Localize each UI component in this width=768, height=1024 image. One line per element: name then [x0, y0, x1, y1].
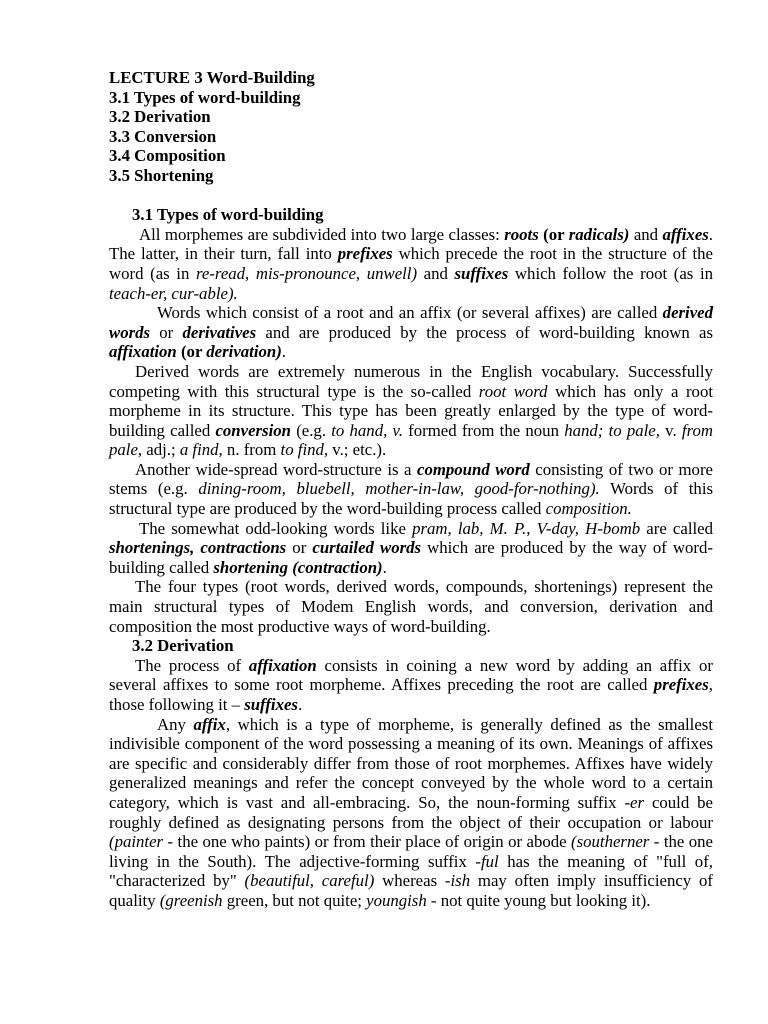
emphasis-term: pram, lab, M. P., V-day, H-bomb: [412, 518, 641, 538]
emphasis-term: from pale,: [109, 420, 713, 460]
emphasis-term: radicals): [568, 224, 630, 244]
text-run: and: [417, 263, 455, 283]
paragraph-morphemes: [109, 225, 713, 303]
paragraph-shortenings: [109, 519, 713, 578]
text-run: (e.g.: [290, 420, 332, 440]
table-of-contents: [109, 68, 713, 186]
emphasis-term: prefixes: [653, 675, 709, 695]
emphasis-term: curtailed words: [312, 538, 422, 558]
text-run: which follow the root (as in: [508, 263, 713, 283]
text-run: , those following it –: [109, 675, 713, 714]
text-run: Words which consist of a root and an affix (or several affixes) are called: [157, 303, 663, 323]
text-run: n. from: [222, 440, 281, 460]
emphasis-term: (painter: [109, 832, 164, 852]
text-run: The somewhat odd-looking words like: [139, 518, 413, 538]
section-heading-types: 3.1 Types of word-building: [132, 205, 324, 225]
text-run: Derived words are extremely numerous in the English vocabulary. Successfully competing with this structural type is the so-called: [109, 361, 713, 401]
text-run: formed from the noun: [402, 420, 565, 440]
text-run: , which is a type of morpheme, is generally defined as the smallest indivisible component of the word possessing a meaning of its own. Meanings of affixes are specific and considerably differ from those of root morphemes. Affixes have widely generalized meanings and refer the concept conveyed by the whole word to a certain category, which is vast and all-embracing. So, the noun-forming suffix: [109, 714, 713, 812]
text-run: which precede the root in the structure of the word (as in: [109, 244, 714, 283]
text-run: The process of: [135, 655, 249, 675]
paragraph-affix-definition: [109, 715, 713, 911]
emphasis-term: (or: [176, 342, 207, 362]
emphasis-term: root word: [478, 381, 548, 401]
emphasis-term: derived words: [109, 303, 713, 342]
text-run: adj.;: [142, 440, 180, 460]
text-run: Words of this structural type are produced by the word-building process called: [109, 479, 714, 519]
emphasis-term: a find,: [179, 440, 223, 460]
emphasis-term: composition.: [545, 499, 632, 519]
text-run: v.: [659, 420, 682, 440]
text-run: .: [297, 695, 303, 714]
toc-item-types: 3.1 Types of word-building: [109, 87, 301, 107]
emphasis-term: conversion: [215, 420, 291, 440]
emphasis-term: derivatives: [182, 322, 257, 342]
text-run: The four types (root words, derived words, compounds, shortenings) represent the main structural types of Modem English words, and conversion, derivation and composition the most productive ways of word-building.: [109, 577, 713, 636]
text-run: green, but not quite;: [222, 890, 367, 910]
emphasis-term: to find,: [280, 440, 329, 460]
emphasis-term: affixes: [662, 224, 709, 244]
text-run: consists in coining a new word by adding an affix or several affixes to some root morpheme. Affixes preceding the root are called: [109, 655, 713, 695]
emphasis-term: -er: [624, 792, 645, 812]
text-run: which are produced by the way of word-building called: [109, 538, 713, 577]
emphasis-term: re-read, mis-pronounce, unwell): [195, 263, 418, 283]
emphasis-term: derivation): [206, 342, 282, 362]
text-run: All morphemes are subdivided into two large classes:: [139, 224, 505, 244]
emphasis-term: youngish: [366, 890, 427, 910]
paragraph-affixation: [109, 656, 713, 715]
text-run: .: [281, 342, 286, 362]
emphasis-term: to hand, v.: [331, 420, 403, 440]
text-run: or: [286, 538, 313, 558]
text-run: and are produced by the process of word-building known as: [256, 322, 713, 342]
emphasis-term: compound word: [417, 459, 530, 479]
emphasis-term: (beautiful, careful): [244, 871, 375, 891]
emphasis-term: prefixes: [337, 244, 393, 264]
lecture-title: LECTURE 3 Word-Building: [109, 68, 315, 87]
paragraph-root-words: [109, 362, 713, 460]
text-run: consisting of two or more stems (e.g.: [109, 459, 713, 499]
emphasis-term: shortening (contraction): [213, 557, 383, 577]
text-run: which has only a root morpheme in its structure. This type has been greatly enlarged by the type of word-building called: [109, 381, 713, 440]
paragraph-compound-words: [109, 460, 713, 519]
text-run: - the one living in the South). The adjective-forming suffix: [109, 832, 713, 871]
section-heading-derivation: 3.2 Derivation: [132, 636, 234, 656]
text-run: could be roughly defined as designating persons from the object of their occupation or labour: [109, 792, 714, 832]
text-run: and: [629, 224, 663, 244]
text-run: - the one who paints) or from their place of origin or abode: [163, 832, 572, 852]
emphasis-term: (southerner: [571, 832, 650, 852]
emphasis-term: suffixes: [244, 695, 298, 714]
text-run: has the meaning of "full of, "characterized by": [109, 851, 713, 891]
paragraph-derived-words: [109, 303, 713, 362]
toc-item-derivation: 3.2 Derivation: [109, 107, 211, 127]
emphasis-term: dining-room, bluebell, mother-in-law, good-for-nothing).: [198, 479, 600, 499]
emphasis-term: -ish: [444, 871, 471, 891]
text-run: or: [150, 322, 183, 342]
emphasis-term: affixation: [109, 342, 177, 362]
text-run: - not quite young but looking it).: [426, 890, 651, 910]
paragraph-four-types: [109, 577, 713, 636]
emphasis-term: (greenish: [159, 890, 223, 910]
text-run: Another wide-spread word-structure is a: [135, 459, 417, 479]
toc-item-conversion: 3.3 Conversion: [109, 126, 217, 146]
emphasis-term: hand; to pale,: [564, 420, 660, 440]
text-run: are called: [640, 518, 713, 538]
text-run: v.; etc.).: [328, 440, 387, 460]
emphasis-term: (or: [538, 224, 569, 244]
toc-item-shortening: 3.5 Shortening: [109, 165, 214, 185]
text-run: may often imply insufficiency of quality: [109, 871, 713, 910]
emphasis-term: -ful: [475, 851, 499, 871]
text-run: whereas: [374, 871, 445, 891]
emphasis-term: roots: [504, 224, 539, 244]
emphasis-term: affixation: [248, 655, 317, 675]
emphasis-term: suffixes: [454, 263, 509, 283]
emphasis-term: shortenings, contractions: [109, 538, 287, 558]
emphasis-term: affix: [193, 714, 226, 734]
text-run: .: [382, 557, 387, 577]
emphasis-term: teach-er, cur-able).: [109, 283, 238, 303]
text-run: . The latter, in their turn, fall into: [109, 224, 713, 264]
toc-item-composition: 3.4 Composition: [109, 146, 226, 166]
lecture-content: [109, 68, 713, 911]
text-run: Any: [157, 714, 194, 734]
